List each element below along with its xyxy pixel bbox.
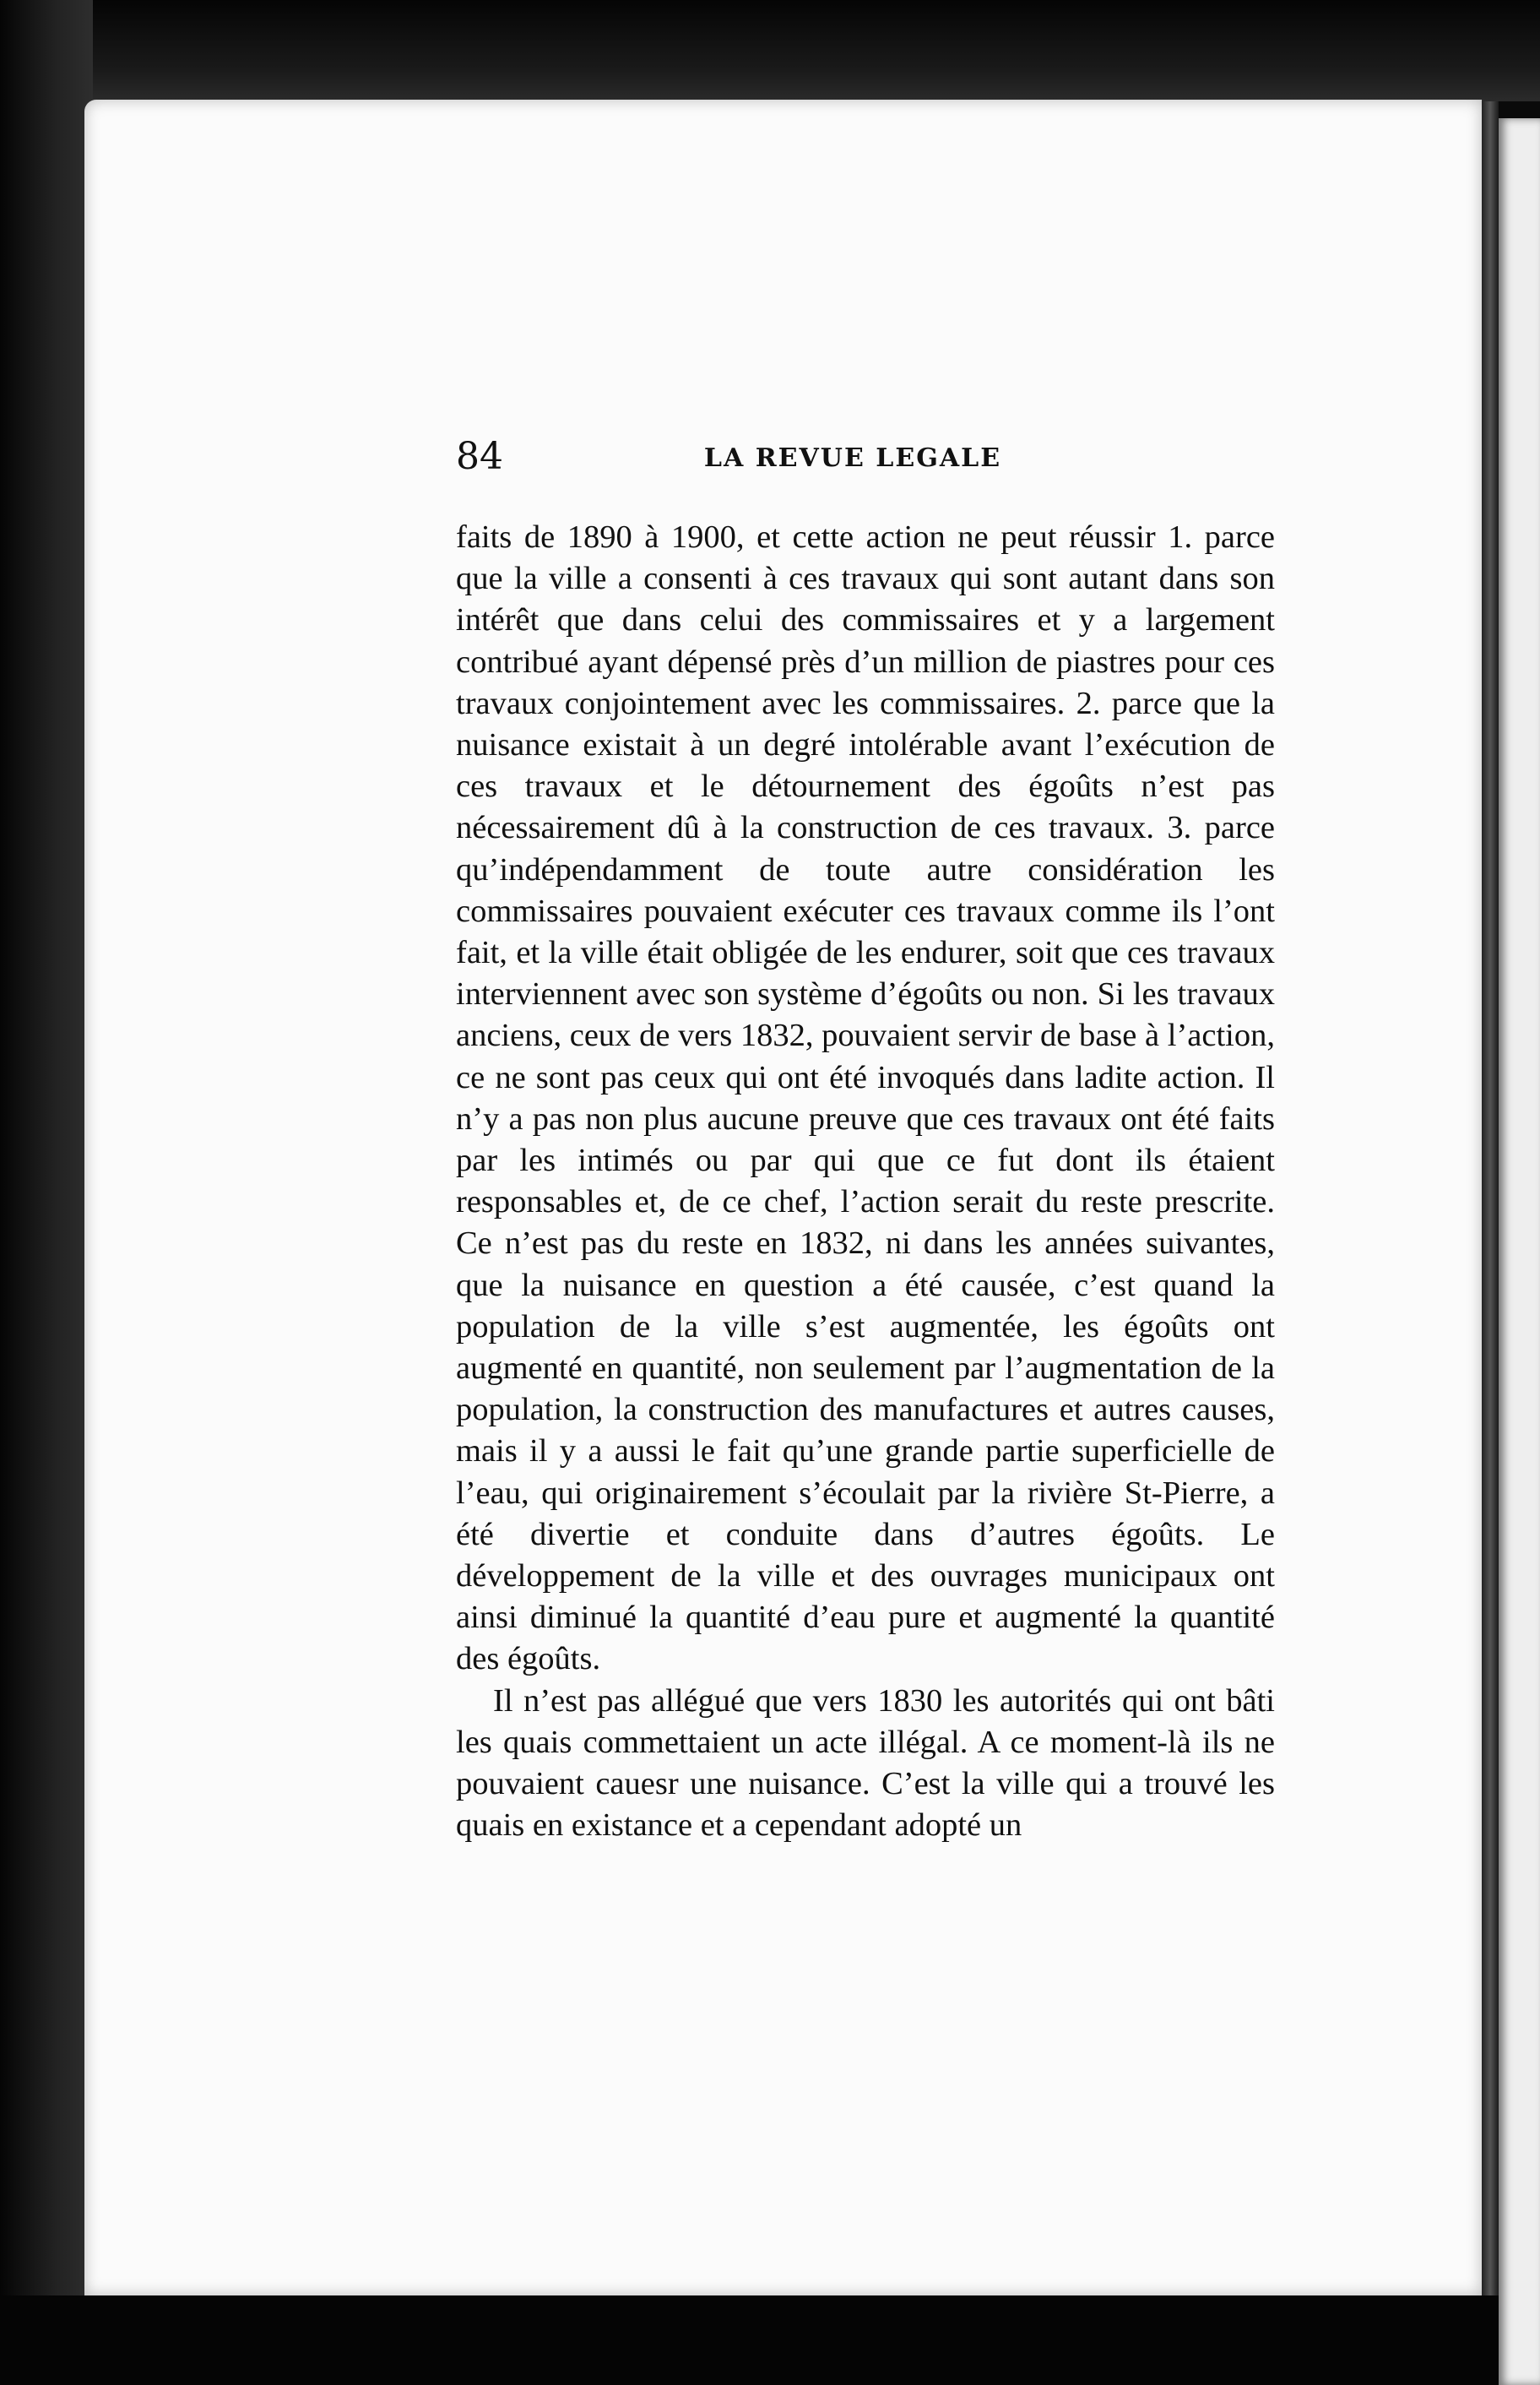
page-header bbox=[456, 435, 1250, 494]
running-title: LA REVUE LEGALE bbox=[703, 443, 1002, 473]
paragraph: Il n’est pas allégué que vers 1830 les autorités qui ont bâti les quais commettaient un acte illégal. A ce moment-là ils ne pouvaient cauesr une nuisance. C’est la ville qui a trouvé les quais en existance et a cependant adopté un bbox=[456, 1682, 1275, 1844]
paragraph: faits de 1890 à 1900, et cette action ne peut réussir 1. parce que la ville a consenti à ces travaux qui sont autant dans son intérêt que dans celui des commissaires et y a largement contribué ayant dépensé près d’un million de piastres pour ces travaux conjointement avec les commissaires. 2. parce que la nuisance existait à un degré intolérable avant l’exécution de ces travaux et le détournement des égoûts n’est pas nécessairement dû à la construction de ces travaux. 3. parce qu’indépendamment de toute autre considération les commissaires pouvaient exécuter ces travaux comme ils l’ont fait, et la ville était obligée de les endurer, soit que ces travaux interviennent avec son système d’égoûts ou non. Si les travaux anciens, ceux de vers 1832, pouvaient servir de base à l’action, ce ne sont pas ceux qui ont été invoqués dans ladite action. Il n’y a pas non plus aucune preuve que ces travaux ont été faits par les intimés ou par qui que ce fut dont ils étaient responsables et, de ce chef, l’action serait du reste prescrite. Ce n’est pas du reste en 1832, ni dans les années suivantes, que la nuisance en question a été causée, c’est quand la population de la ville s’est augmentée, les égoûts ont augmenté en quantité, non seulement par l’augmentation de la population, la construction des manufactures et autres causes, mais il y a aussi le fait qu’une grande partie superficielle de l’eau, qui originairement s’écoulait par la rivière St-Pierre, a été divertie et conduite dans d’autres égoûts. Le développement de la ville et des ouvrages municipaux ont ainsi diminué la quantité d’eau pure et augmenté la quantité des égoûts. bbox=[456, 519, 1275, 1677]
scan-edge-left bbox=[0, 0, 93, 2385]
page-edge-shadow bbox=[1482, 101, 1499, 2323]
scan-edge-bottom bbox=[0, 2295, 1499, 2385]
page-number: 84 bbox=[456, 435, 503, 478]
body-text bbox=[456, 517, 1275, 1847]
scan-edge-top bbox=[0, 0, 1540, 101]
adjacent-page-sliver bbox=[1499, 118, 1540, 2385]
